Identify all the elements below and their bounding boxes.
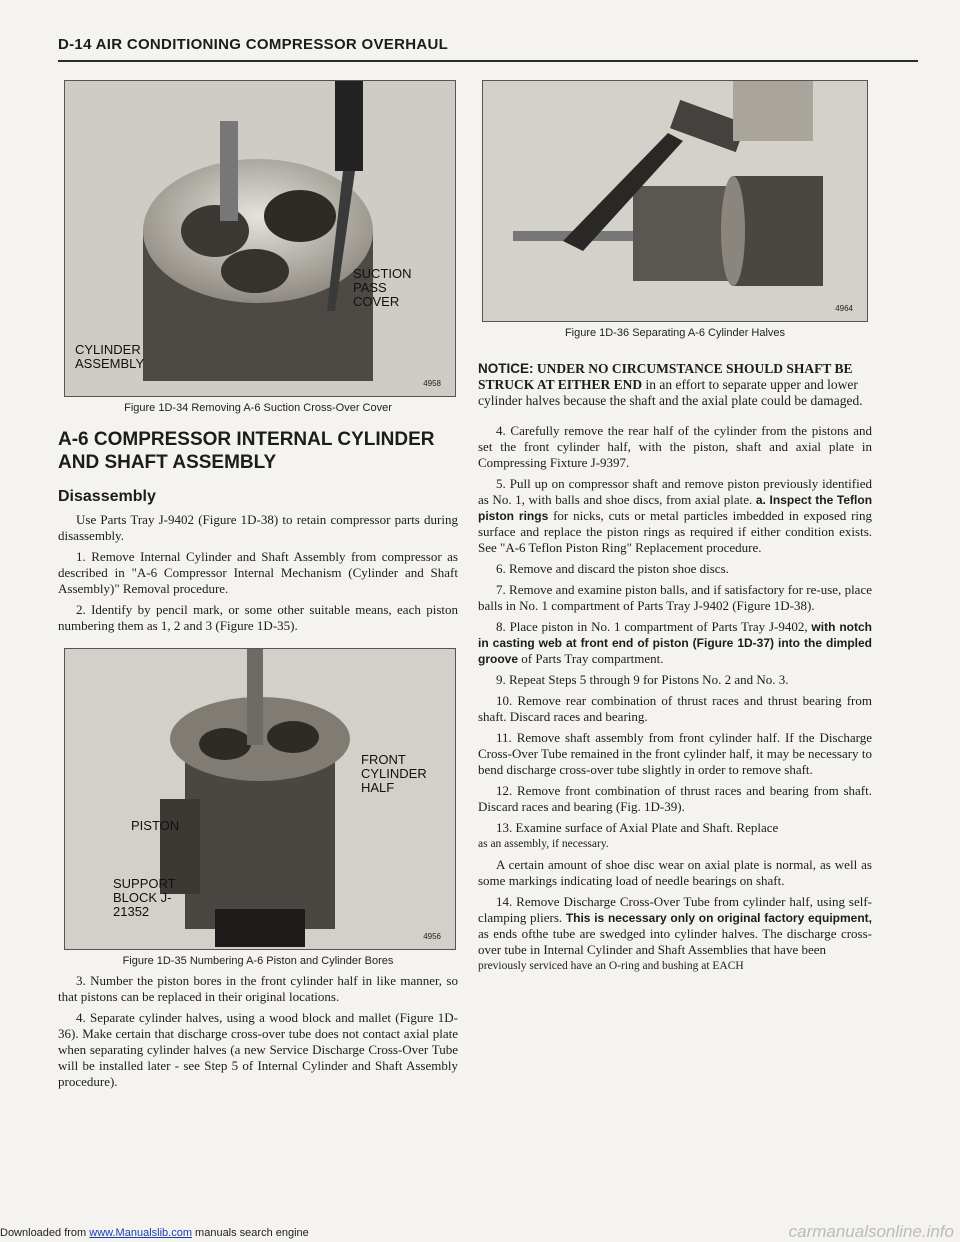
callout-piston: PISTON [131,818,180,833]
step-6: 6. Remove and discard the piston shoe discs. [496,561,729,576]
figure-1d-36 [482,80,868,322]
step-11: 11. Remove shaft assembly from front cylinder half. If the Discharge Cross-Over Tube remained in the front cylinder half, it may be necessary to bend discharge cross-over tube slightly in order to remove shaft. [478,730,872,777]
step-4-right: 4. Carefully remove the rear half of the cylinder from the pistons and set the front cylinder half, with the piston, shaft and axial plate in Compressing Fixture J-9397. [478,423,872,470]
notice-text: in an effort to separate upper and lower cylinder halves because the shaft and the axial plate could be damaged. [478,377,863,408]
figure-number-4958: 4958 [423,379,441,388]
step-12: 12. Remove front combination of thrust races and bearing from shaft. Discard races and bearing (Fig. 1D-39). [478,783,872,814]
figure-1d-35 [64,648,456,950]
step-5-rest: for nicks, cuts or metal particles imbedded in exposed ring surface and replace the piston rings as required if either condition exists. See "A-6 Teflon Piston Ring" Replacement procedure. [478,508,873,555]
page-header: D-14 AIR CONDITIONING COMPRESSOR OVERHAUL [58,36,449,53]
step-14-continued: previously serviced have an O-ring and bushing at EACH [478,960,744,972]
footer-download-note [0,1227,309,1239]
step-7: 7. Remove and examine piston balls, and if satisfactory for re-use, place balls in No. 1 compartment of Parts Tray J-9402 (Figure 1D-38). [478,582,872,613]
step-3: 3. Number the piston bores in the front cylinder half in like manner, so that pistons can be replaced in their original locations. [58,973,458,1004]
step-14-bold: This is necessary only on original factory equipment, [565,911,872,925]
step-1: 1. Remove Internal Cylinder and Shaft Assembly from compressor as described in "A-6 Compressor Internal Mechanism (Cylinder and Shaft Assembly)" Removal procedure. [58,549,458,596]
step-8-bold: with notch in casting web at front end of piston (Figure 1D-37) into the dimpled groove [478,620,872,666]
footer-suffix: manuals search engine [195,1227,309,1239]
notice-block [478,361,872,409]
figure-caption-1d-36: Figure 1D-36 Separating A-6 Cylinder Halves [564,327,786,339]
step-8-text: 8. Place piston in No. 1 compartment of Parts Tray J-9402, [496,619,808,634]
step-5 [478,476,872,556]
step-14 [478,894,872,958]
callout-suction-pass-cover: SUCTION PASS COVER [353,266,412,309]
figure-number-4964: 4964 [835,304,853,313]
header-rule [58,60,918,62]
figure-number-4956: 4956 [423,932,441,941]
right-column [478,80,872,979]
watermark: carmanualsonline.info [788,1222,954,1241]
step-4: 4. Separate cylinder halves, using a wood block and mallet (Figure 1D-36). Make certain that discharge cross-over tube does not contact axial plate when separating cylinder halves (a new Service Discharge Cross-Over Tube will be installed later - see Step 5 of Internal Cylinder and Shaft Assembly procedure). [58,1010,458,1089]
step-8-rest: of Parts Tray compartment. [521,651,664,666]
step-13: 13. Examine surface of Axial Plate and Shaft. Replace [496,820,779,835]
step-8 [478,619,872,667]
paragraph-parts-tray: Use Parts Tray J-9402 (Figure 1D-38) to retain compressor parts during disassembly. [58,512,458,543]
step-5-text: 5. Pull up on compressor shaft and remove piston previously identified as No. 1, with balls and shoe discs, from axial plate. [478,476,872,507]
step-2: 2. Identify by pencil mark, or some other suitable means, each piston numbering them as 1, 2 and 3 (Figure 1D-35). [58,602,458,633]
footer-prefix: Downloaded from [0,1227,87,1239]
callout-front-cylinder-half: FRONT CYLINDER HALF [361,752,427,795]
callout-support-block: SUPPORT BLOCK J-21352 [113,876,176,919]
figure-caption-1d-35: Figure 1D-35 Numbering A-6 Piston and Cylinder Bores [122,955,394,967]
subsection-heading-disassembly: Disassembly [58,488,156,505]
notice-bold-text: UNDER NO CIRCUMSTANCE SHOULD SHAFT BE STRUCK AT EITHER END [478,361,853,392]
figure-1d-34 [64,80,456,397]
figure-1d-36-photo [483,81,867,321]
step-14-text: 14. Remove Discharge Cross-Over Tube from cylinder half, using self-clamping pliers. [478,894,872,925]
step-10: 10. Remove rear combination of thrust races and thrust bearing from shaft. Discard races and bearing. [478,693,872,724]
left-column [58,80,458,1095]
section-heading: A-6 COMPRESSOR INTERNAL CYLINDER AND SHAFT ASSEMBLY [58,429,435,473]
notice-label: NOTICE: [478,361,534,376]
figure-caption-1d-34: Figure 1D-34 Removing A-6 Suction Cross-Over Cover [124,402,392,414]
step-13-note: A certain amount of shoe disc wear on axial plate is normal, as well as some markings indicating load of needle bearings on shaft. [478,857,872,888]
step-14-rest: as ends ofthe tube are swedged into cylinder halves. The discharge cross-over tube in Internal Cylinder and Shaft Assemblies that have been [478,926,872,957]
step-9: 9. Repeat Steps 5 through 9 for Pistons No. 2 and No. 3. [496,672,789,687]
step-5-bold: a. Inspect the Teflon piston rings [478,493,873,523]
callout-cylinder-assembly: CYLINDER ASSEMBLY [75,342,145,371]
step-13-continued: as an assembly, if necessary. [478,838,609,850]
footer-manualslib-link[interactable]: www.Manualslib.com [89,1227,192,1239]
